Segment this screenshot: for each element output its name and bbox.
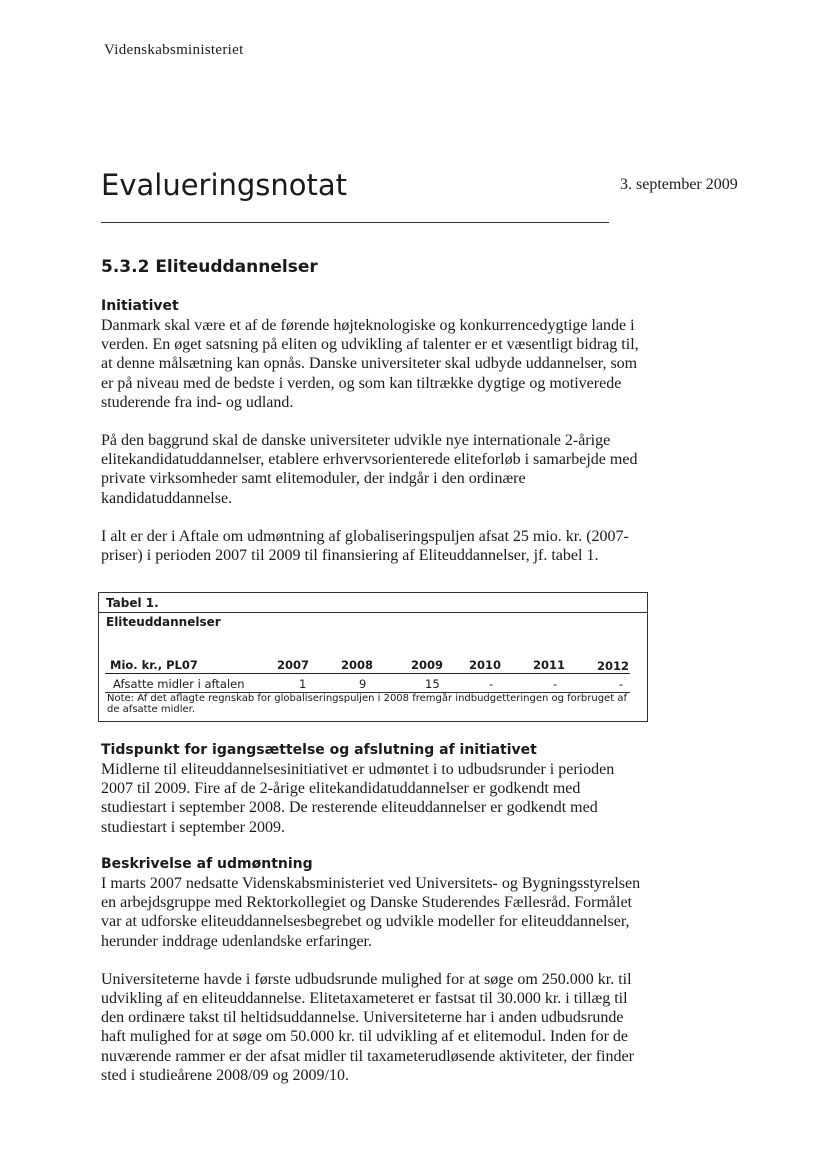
initiative-paragraph-2: På den baggrund skal de danske universiteter udvikle nye internationale 2-årige elitekandidatuddannelser, etablere erhvervsorienterede eliteforløb i samarbejde med private virksomheder samt elitemoduler, der indgår i den ordinære kandidatuddannelse.	[101, 432, 638, 507]
table-column-2007: 2007	[277, 658, 310, 672]
document-title: Evalueringsnotat	[101, 168, 348, 202]
description-section	[101, 855, 641, 1085]
table-caption: Tabel 1.	[106, 596, 159, 610]
table-header-row	[105, 657, 630, 674]
table-title: Eliteuddannelser	[106, 615, 221, 629]
table-row-header: Mio. kr., PL07	[110, 658, 198, 672]
ministry-name: Videnskabsministeriet	[104, 42, 244, 58]
title-rule	[101, 222, 609, 223]
table-column-2011: 2011	[533, 658, 566, 672]
table-caption-divider	[99, 612, 647, 613]
description-paragraph-2: Universiteterne havde i første udbudsrunde mulighed for at søge om 250.000 kr. til udvikling af en eliteuddannelse. Elitetaxameteret er fastsat til 30.000 kr. i tillæg til den ordinære takst til heltidsuddannelse. Universiteterne har i anden udbudsrunde haft mulighed for at søge om 50.000 kr. til udvikling af et elitemodul. Inden for de nuværende rammer er der afsat midler til taxameterudløsende aktiviteter, der finder sted i studieårene 2008/09 og 2009/10.	[101, 970, 634, 1084]
timing-paragraph: Midlerne til eliteuddannelsesinitiativet er udmøntet i to udbudsrunder i perioden 2007 til 2009. Fire af de 2-årige elitekandidatuddannelser er godkendt med studiestart i september 2008. De resterende eliteuddannelser er godkendt med studiestart i september 2009.	[101, 761, 615, 836]
table-row	[105, 677, 630, 693]
table-row-label: Afsatte midler i aftalen	[113, 677, 245, 691]
timing-section	[101, 741, 641, 837]
table-column-2009: 2009	[411, 658, 444, 672]
table-value-2007: 1	[299, 677, 307, 691]
table-1	[98, 592, 648, 722]
table-value-2011: -	[553, 677, 558, 691]
table-value-2008: 9	[359, 677, 367, 691]
initiative-heading: Initiativet	[101, 298, 179, 314]
table-value-2010: -	[489, 677, 494, 691]
initiative-paragraph-1: Danmark skal være et af de førende højteknologiske og konkurrencedygtige lande i verden. En øget satsning på eliten og udvikling af talenter er et væsentligt bidrag til, at denne målsætning kan opnås. Danske universiteter skal udbyde uddannelser, som er på niveau med de bedste i verden, og som kan tiltrække dygtige og motiverede studerende fra ind- og udland.	[101, 317, 639, 411]
table-column-2012: 2012	[597, 659, 630, 673]
timing-heading: Tidspunkt for igangsættelse og afslutning af initiativet	[101, 742, 537, 758]
initiative-paragraph-3: I alt er der i Aftale om udmøntning af globaliseringspuljen afsat 25 mio. kr. (2007-priser) i perioden 2007 til 2009 til finansiering af Eliteuddannelser, jf. tabel 1.	[101, 527, 629, 565]
table-value-2012: -	[619, 677, 624, 691]
table-column-2010: 2010	[469, 658, 502, 672]
table-value-2009: 15	[425, 677, 440, 691]
table-note: Note: Af det aflagte regnskab for globaliseringspuljen i 2008 fremgår indbudgetteringen og forbruget af de afsatte midler.	[107, 693, 627, 715]
initiative-section	[101, 297, 641, 565]
section-title: 5.3.2 Eliteuddannelser	[101, 257, 318, 277]
description-heading: Beskrivelse af udmøntning	[101, 856, 313, 872]
document-date: 3. september 2009	[620, 176, 738, 193]
table-column-2008: 2008	[341, 658, 374, 672]
description-paragraph-1: I marts 2007 nedsatte Videnskabsministeriet ved Universitets- og Bygningsstyrelsen en arbejdsgruppe med Rektorkollegiet og Danske Studerendes Fællesråd. Formålet var at udforske eliteuddannelsesbegrebet og udvikle modeller for eliteuddannelser, herunder inddrage udenlandske erfaringer.	[101, 875, 641, 950]
